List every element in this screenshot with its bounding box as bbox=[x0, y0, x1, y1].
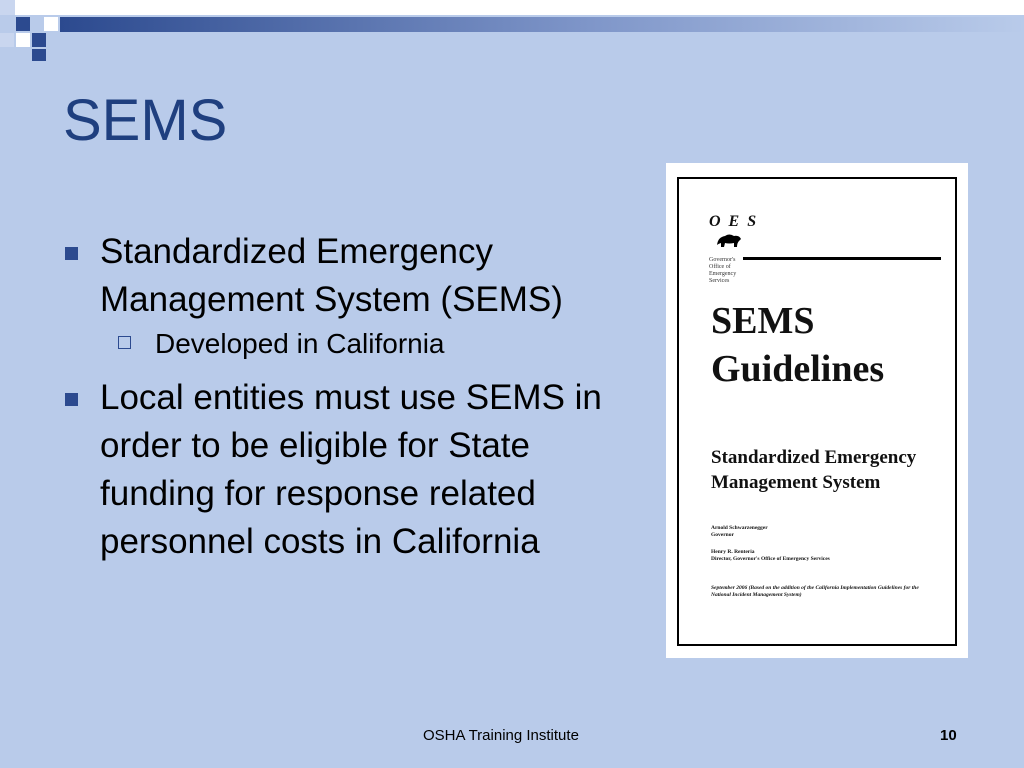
signer-1-name: Arnold Schwarzenegger bbox=[711, 525, 768, 531]
document-cover bbox=[677, 177, 957, 646]
document-subtitle bbox=[711, 445, 916, 495]
signer-1-role: Governor bbox=[711, 532, 734, 538]
footer-text: OSHA Training Institute bbox=[423, 727, 579, 744]
document-subtitle-line: Management System bbox=[711, 472, 881, 493]
signer-2 bbox=[711, 549, 911, 563]
signer-2-name: Henry R. Renteria bbox=[711, 549, 755, 555]
sub-bullet-item bbox=[62, 326, 622, 362]
decorative-header-pattern bbox=[0, 0, 1024, 64]
square-bullet-icon bbox=[65, 247, 78, 260]
hollow-square-bullet-icon bbox=[118, 336, 131, 349]
document-title-line: SEMS bbox=[711, 300, 815, 342]
agency-logo-text: O E S bbox=[709, 213, 759, 230]
sub-bullet-text: Developed in California bbox=[155, 328, 445, 359]
signer-2-role: Director, Governor's Office of Emergency Services bbox=[711, 556, 830, 562]
slide-title: SEMS bbox=[63, 88, 228, 153]
signer-1 bbox=[711, 525, 768, 539]
document-subtitle-line: Standardized Emergency bbox=[711, 447, 917, 468]
bullet-text: Standardized Emergency Management System (SEMS) bbox=[100, 232, 563, 319]
bullet-text: Local entities must use SEMS in order to be eligible for State funding for response related personnel costs in California bbox=[100, 378, 602, 561]
date-note: September 2006 (Based on the addition of the California Implementation Guidelines for the National Incident Management System) bbox=[711, 585, 919, 598]
square-bullet-icon bbox=[65, 393, 78, 406]
bullet-list bbox=[62, 228, 622, 576]
sems-guidelines-cover-image bbox=[666, 163, 968, 658]
bear-logo-icon bbox=[715, 231, 743, 249]
document-title bbox=[711, 297, 884, 393]
divider bbox=[743, 257, 941, 260]
page-number: 10 bbox=[940, 727, 957, 744]
bullet-item bbox=[62, 228, 622, 324]
document-title-line: Guidelines bbox=[711, 348, 885, 390]
agency-name-small: Governor's Office of Emergency Services bbox=[709, 257, 737, 284]
bullet-item bbox=[62, 374, 622, 566]
